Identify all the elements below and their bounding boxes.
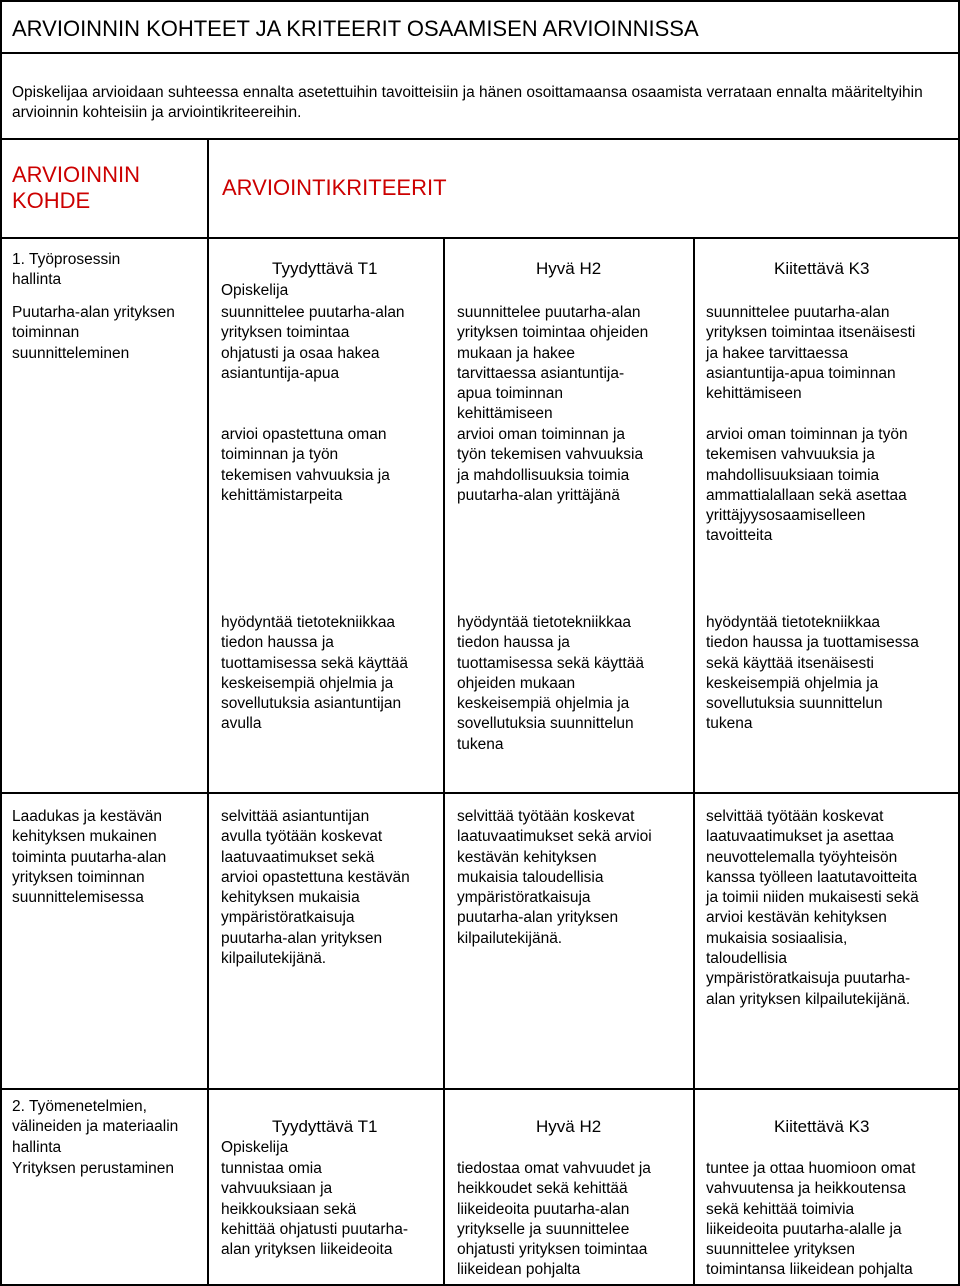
section1-h2-a: suunnittelee puutarha-alan yrityksen toimintaa ohjeiden mukaan ja hakee tarvittaessa asiantuntija- apua toiminnan kehittämiseen: [457, 304, 649, 423]
section3-k3: tuntee ja ottaa huomioon omat vahvuutensa ja heikkoutensa sekä kehittää toimivia liikeideoita puutarha-alalle ja suunnittelee yrityksen toimintansa liikeidean pohjalta: [706, 1160, 916, 1279]
section2-t1: selvittää asiantuntijan avulla työtään koskevat laatuvaatimukset sekä arvioi opastettuna kestävän kehityksen mukaisia ympäristöratkaisuja puutarha-alan yrityksen kilpailutekijänä.: [221, 808, 410, 968]
section2-h2: selvittää työtään koskevat laatuvaatimukset sekä arvioi kestävän kehityksen mukaisia taloudellisia ympäristöratkaisuja puutarha-alan yrityksen kilpailutekijänä.: [457, 808, 652, 947]
section3-label: 2. Työmenetelmien, välineiden ja materiaalin hallinta: [12, 1098, 179, 1156]
section1-t1-a: suunnittelee puutarha-alan yrityksen toimintaa ohjatusti ja osaa hakea asiantuntija-apua: [221, 304, 405, 382]
section3-t1: tunnistaa omia vahvuuksiaan ja heikkouksiaan sekä kehittää ohjatusti puutarha- alan yrityksen liikeideoita: [221, 1160, 408, 1259]
intro-text: Opiskelijaa arvioidaan suhteessa ennalta asetettuihin tavoitteisiin ja hänen osoittamaansa osaamista verrataan ennalta määriteltyihin arvioinnin kohteisiin ja arviointikriteereihin.: [12, 84, 923, 121]
section1-k3-c: hyödyntää tietotekniikkaa tiedon haussa ja tuottamisessa sekä käyttää itsenäisesti keskeisempiä ohjelmia ja sovellutuksia suunnittelun tukena: [706, 614, 919, 733]
section2-subject: Laadukas ja kestävän kehityksen mukainen toiminta puutarha-alan yrityksen toiminnan suunnittelemisessa: [12, 808, 167, 907]
rule: [0, 52, 960, 54]
section1-h2-b: arvioi oman toiminnan ja työn tekemisen vahvuuksia ja mahdollisuuksia toimia puutarha-alan yrittäjänä: [457, 426, 644, 504]
rule: [0, 1088, 960, 1090]
rule: [693, 237, 695, 1286]
section1-t1-c: hyödyntää tietotekniikkaa tiedon haussa ja tuottamisessa sekä käyttää keskeisempiä ohjelmia ja sovellutuksia asiantuntijan avulla: [221, 614, 408, 733]
rule: [0, 792, 960, 794]
level-k3-header-2: Kiitettävä K3: [774, 1117, 870, 1136]
level-h2-header: Hyvä H2: [536, 259, 602, 278]
rule: [443, 237, 445, 1286]
rule: [0, 0, 960, 2]
page-title: ARVIOINNIN KOHTEET JA KRITEERIT OSAAMISEN ARVIOINNISSA: [12, 16, 699, 41]
level-h2-header-2: Hyvä H2: [536, 1117, 602, 1136]
rule: [0, 138, 960, 140]
student-label-2: Opiskelija: [221, 1139, 289, 1156]
header-criteria: ARVIOINTIKRITEERIT: [222, 175, 447, 200]
level-k3-header: Kiitettävä K3: [774, 259, 870, 278]
header-target-line1: ARVIOINNIN: [12, 162, 140, 187]
student-label: Opiskelija: [221, 282, 289, 299]
level-t1-header: Tyydyttävä T1: [272, 259, 378, 278]
section1-h2-c: hyödyntää tietotekniikkaa tiedon haussa ja tuottamisessa sekä käyttää ohjeiden mukaan keskeisempiä ohjelmia ja sovellutuksia suunnittelun tukena: [457, 614, 644, 753]
section1-label: 1. Työprosessin hallinta: [12, 251, 121, 289]
rule: [0, 237, 960, 239]
rule: [207, 138, 209, 1286]
level-t1-header-2: Tyydyttävä T1: [272, 1117, 378, 1136]
section1-k3-a: suunnittelee puutarha-alan yrityksen toimintaa itsenäisesti ja hakee tarvittaessa asiantuntija-apua toiminnan kehittämiseen: [706, 304, 916, 403]
section1-t1-b: arvioi opastettuna oman toiminnan ja työn tekemisen vahvuuksia ja kehittämistarpeita: [221, 426, 390, 504]
section1-k3-b: arvioi oman toiminnan ja työn tekemisen vahvuuksia ja mahdollisuuksiaan toimia ammattialallaan sekä asettaa yrittäjyysosaamiselleen tavoitteita: [706, 426, 908, 545]
section3-subject: Yrityksen perustaminen: [12, 1160, 174, 1177]
header-target-line2: KOHDE: [12, 188, 91, 213]
section3-h2: tiedostaa omat vahvuudet ja heikkoudet sekä kehittää liikeideoita puutarha-alan yritykselle ja suunnittelee ohjatusti yrityksen toimintaa liikeidean pohjalta: [457, 1160, 651, 1279]
section1-subject: Puutarha-alan yrityksen toiminnan suunnitteleminen: [12, 304, 175, 362]
rule: [0, 0, 2, 1286]
section2-k3: selvittää työtään koskevat laatuvaatimukset ja asettaa neuvottelemalla työyhteisön kanssa työlleen laatutavoitteita ja toimii niiden mukaisesti sekä arvioi kestävän kehityksen mukaisia sosiaalisia, taloudellisia ympäristöratkaisuja puutarha- alan yrityksen kilpailutekijänä.: [706, 808, 919, 1008]
